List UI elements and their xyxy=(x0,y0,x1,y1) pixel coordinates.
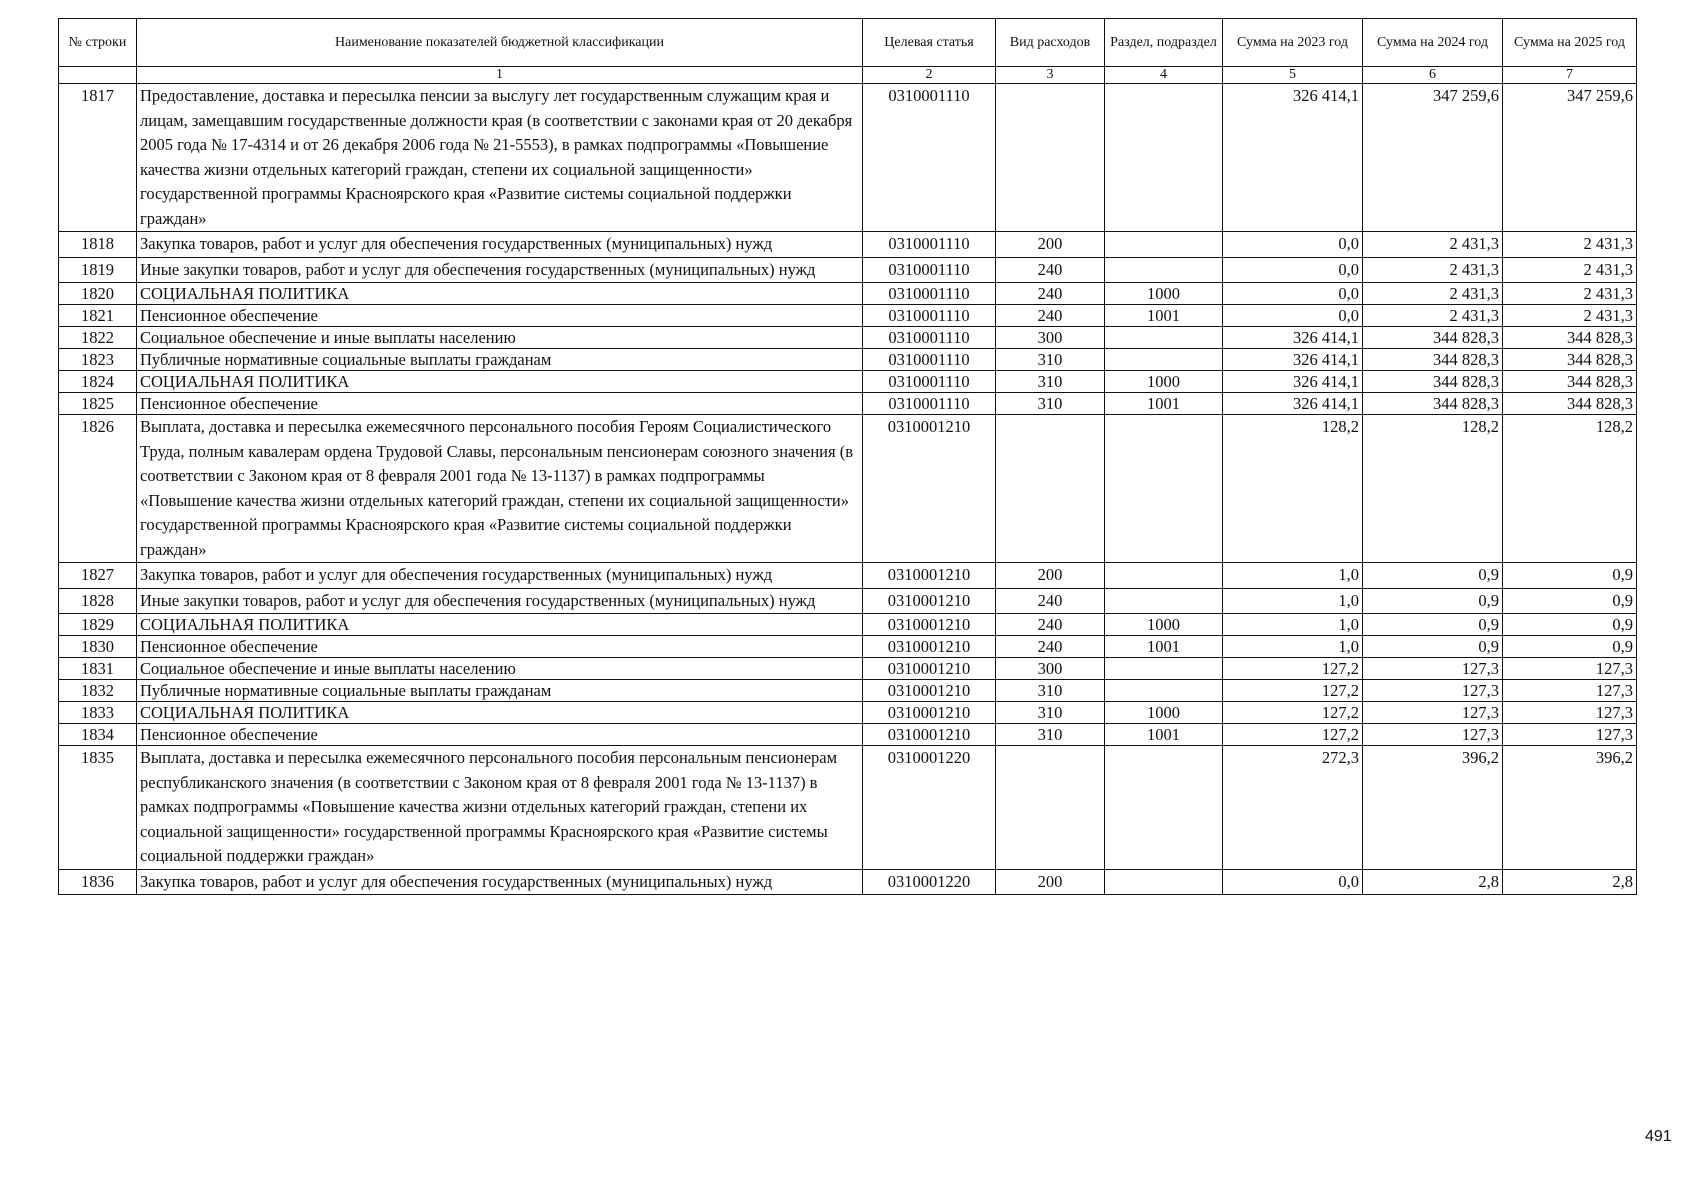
sum-2023-cell: 326 414,1 xyxy=(1223,349,1363,371)
sum-2025-cell: 127,3 xyxy=(1503,658,1637,680)
expense-type-cell: 310 xyxy=(996,702,1105,724)
sum-2024-cell: 127,3 xyxy=(1363,702,1503,724)
row-number-cell: 1827 xyxy=(59,563,137,589)
sum-2025-cell: 396,2 xyxy=(1503,746,1637,870)
sum-2024-cell: 344 828,3 xyxy=(1363,349,1503,371)
table-row xyxy=(59,869,1637,895)
sum-2025-cell: 0,9 xyxy=(1503,588,1637,614)
row-number-cell: 1822 xyxy=(59,327,137,349)
name-cell: Пенсионное обеспечение xyxy=(137,724,863,746)
column-number: 4 xyxy=(1105,67,1223,84)
section-cell xyxy=(1105,588,1223,614)
column-number: 6 xyxy=(1363,67,1503,84)
section-cell xyxy=(1105,869,1223,895)
row-number-cell: 1833 xyxy=(59,702,137,724)
sum-2025-cell: 344 828,3 xyxy=(1503,393,1637,415)
sum-2023-cell: 326 414,1 xyxy=(1223,327,1363,349)
expense-type-cell: 200 xyxy=(996,869,1105,895)
sum-2023-cell: 1,0 xyxy=(1223,563,1363,589)
sum-2023-cell: 326 414,1 xyxy=(1223,393,1363,415)
page-number: 491 xyxy=(1645,1128,1672,1145)
sum-2025-cell: 2 431,3 xyxy=(1503,305,1637,327)
name-cell: Иные закупки товаров, работ и услуг для обеспечения государственных (муниципальных) нужд xyxy=(137,257,863,283)
section-cell xyxy=(1105,563,1223,589)
header-name: Наименование показателей бюджетной классификации xyxy=(137,19,863,67)
target-article-cell: 0310001110 xyxy=(863,371,996,393)
name-cell: Социальное обеспечение и иные выплаты населению xyxy=(137,658,863,680)
table-row xyxy=(59,588,1637,614)
sum-2023-cell: 326 414,1 xyxy=(1223,84,1363,232)
sum-2024-cell: 396,2 xyxy=(1363,746,1503,870)
table-body xyxy=(59,84,1637,895)
name-cell: Социальное обеспечение и иные выплаты населению xyxy=(137,327,863,349)
name-cell: СОЦИАЛЬНАЯ ПОЛИТИКА xyxy=(137,614,863,636)
table-row xyxy=(59,636,1637,658)
expense-type-cell: 300 xyxy=(996,327,1105,349)
expense-type-cell: 240 xyxy=(996,305,1105,327)
sum-2024-cell: 0,9 xyxy=(1363,636,1503,658)
sum-2025-cell: 344 828,3 xyxy=(1503,349,1637,371)
sum-2024-cell: 2 431,3 xyxy=(1363,232,1503,258)
sum-2025-cell: 2 431,3 xyxy=(1503,232,1637,258)
header-sum-2023: Сумма на 2023 год xyxy=(1223,19,1363,67)
column-numbers-row xyxy=(59,67,1637,84)
row-number-cell: 1831 xyxy=(59,658,137,680)
column-number: 2 xyxy=(863,67,996,84)
expense-type-cell: 310 xyxy=(996,393,1105,415)
section-cell xyxy=(1105,415,1223,563)
row-number-cell: 1835 xyxy=(59,746,137,870)
sum-2025-cell: 2,8 xyxy=(1503,869,1637,895)
sum-2023-cell: 127,2 xyxy=(1223,702,1363,724)
target-article-cell: 0310001210 xyxy=(863,636,996,658)
target-article-cell: 0310001220 xyxy=(863,746,996,870)
sum-2024-cell: 0,9 xyxy=(1363,563,1503,589)
row-number-cell: 1832 xyxy=(59,680,137,702)
section-cell xyxy=(1105,232,1223,258)
sum-2024-cell: 127,3 xyxy=(1363,658,1503,680)
section-cell: 1000 xyxy=(1105,614,1223,636)
sum-2023-cell: 326 414,1 xyxy=(1223,371,1363,393)
expense-type-cell xyxy=(996,84,1105,232)
target-article-cell: 0310001210 xyxy=(863,563,996,589)
sum-2025-cell: 347 259,6 xyxy=(1503,84,1637,232)
sum-2023-cell: 0,0 xyxy=(1223,869,1363,895)
sum-2023-cell: 1,0 xyxy=(1223,588,1363,614)
sum-2025-cell: 128,2 xyxy=(1503,415,1637,563)
sum-2025-cell: 0,9 xyxy=(1503,563,1637,589)
name-cell: Публичные нормативные социальные выплаты гражданам xyxy=(137,349,863,371)
expense-type-cell: 240 xyxy=(996,283,1105,305)
table-row xyxy=(59,84,1637,232)
sum-2024-cell: 344 828,3 xyxy=(1363,371,1503,393)
row-number-cell: 1820 xyxy=(59,283,137,305)
sum-2024-cell: 2,8 xyxy=(1363,869,1503,895)
row-number-cell: 1818 xyxy=(59,232,137,258)
sum-2023-cell: 127,2 xyxy=(1223,724,1363,746)
sum-2024-cell: 127,3 xyxy=(1363,724,1503,746)
table-row xyxy=(59,327,1637,349)
name-cell: СОЦИАЛЬНАЯ ПОЛИТИКА xyxy=(137,283,863,305)
sum-2024-cell: 0,9 xyxy=(1363,614,1503,636)
target-article-cell: 0310001110 xyxy=(863,305,996,327)
row-number-cell: 1830 xyxy=(59,636,137,658)
target-article-cell: 0310001220 xyxy=(863,869,996,895)
expense-type-cell: 310 xyxy=(996,349,1105,371)
expense-type-cell: 240 xyxy=(996,257,1105,283)
table-row xyxy=(59,305,1637,327)
table-row xyxy=(59,283,1637,305)
table-row xyxy=(59,393,1637,415)
target-article-cell: 0310001110 xyxy=(863,232,996,258)
section-cell: 1000 xyxy=(1105,371,1223,393)
column-number: 7 xyxy=(1503,67,1637,84)
header-sum-2024: Сумма на 2024 год xyxy=(1363,19,1503,67)
column-number xyxy=(59,67,137,84)
table-row xyxy=(59,257,1637,283)
table-row xyxy=(59,724,1637,746)
name-cell: Выплата, доставка и пересылка ежемесячного персонального пособия персональным пенсионерам республиканского значения (в соответствии с Законом края от 8 февраля 2001 года № 13-1137) в рамках подпрограммы «Повышение качества жизни отдельных категорий граждан, степени их социальной защищенности» государственной программы Красноярского края «Развитие системы социальной поддержки граждан» xyxy=(137,746,863,870)
name-cell: Закупка товаров, работ и услуг для обеспечения государственных (муниципальных) нужд xyxy=(137,869,863,895)
header-expense-type: Вид расходов xyxy=(996,19,1105,67)
expense-type-cell xyxy=(996,415,1105,563)
sum-2025-cell: 344 828,3 xyxy=(1503,327,1637,349)
table-row xyxy=(59,349,1637,371)
expense-type-cell: 200 xyxy=(996,563,1105,589)
name-cell: СОЦИАЛЬНАЯ ПОЛИТИКА xyxy=(137,702,863,724)
sum-2023-cell: 0,0 xyxy=(1223,257,1363,283)
header-target-article: Целевая статья xyxy=(863,19,996,67)
expense-type-cell: 240 xyxy=(996,614,1105,636)
target-article-cell: 0310001110 xyxy=(863,327,996,349)
name-cell: Выплата, доставка и пересылка ежемесячного персонального пособия Героям Социалистического Труда, полным кавалерам ордена Трудовой Славы, персональным пенсионерам союзного значения (в соответствии с Законом края от 8 февраля 2001 года № 13-1137) в рамках подпрограммы «Повышение качества жизни отдельных категорий граждан, степени их социальной защищенности» государственной программы Красноярского края «Развитие системы социальной поддержки граждан» xyxy=(137,415,863,563)
row-number-cell: 1834 xyxy=(59,724,137,746)
sum-2024-cell: 2 431,3 xyxy=(1363,283,1503,305)
table-row xyxy=(59,371,1637,393)
header-row xyxy=(59,19,1637,67)
table-row xyxy=(59,563,1637,589)
sum-2023-cell: 128,2 xyxy=(1223,415,1363,563)
table-row xyxy=(59,658,1637,680)
section-cell xyxy=(1105,680,1223,702)
row-number-cell: 1821 xyxy=(59,305,137,327)
name-cell: Пенсионное обеспечение xyxy=(137,305,863,327)
section-cell: 1001 xyxy=(1105,305,1223,327)
sum-2023-cell: 127,2 xyxy=(1223,680,1363,702)
sum-2025-cell: 2 431,3 xyxy=(1503,283,1637,305)
column-number: 3 xyxy=(996,67,1105,84)
target-article-cell: 0310001110 xyxy=(863,257,996,283)
name-cell: Пенсионное обеспечение xyxy=(137,636,863,658)
name-cell: Закупка товаров, работ и услуг для обеспечения государственных (муниципальных) нужд xyxy=(137,232,863,258)
row-number-cell: 1823 xyxy=(59,349,137,371)
row-number-cell: 1825 xyxy=(59,393,137,415)
sum-2025-cell: 344 828,3 xyxy=(1503,371,1637,393)
row-number-cell: 1836 xyxy=(59,869,137,895)
row-number-cell: 1817 xyxy=(59,84,137,232)
section-cell xyxy=(1105,84,1223,232)
target-article-cell: 0310001210 xyxy=(863,614,996,636)
section-cell: 1001 xyxy=(1105,724,1223,746)
section-cell xyxy=(1105,349,1223,371)
target-article-cell: 0310001110 xyxy=(863,84,996,232)
budget-table xyxy=(58,18,1637,895)
section-cell xyxy=(1105,327,1223,349)
section-cell xyxy=(1105,746,1223,870)
sum-2023-cell: 127,2 xyxy=(1223,658,1363,680)
section-cell xyxy=(1105,658,1223,680)
name-cell: Предоставление, доставка и пересылка пенсии за выслугу лет государственным служащим края и лицам, замещавшим государственные должности края (в соответствии с законами края от 20 декабря 2005 года № 17-4314 и от 26 декабря 2006 года № 21-5553), в рамках подпрограммы «Повышение качества жизни отдельных категорий граждан, степени их социальной защищенности» государственной программы Красноярского края «Развитие системы социальной поддержки граждан» xyxy=(137,84,863,232)
name-cell: Иные закупки товаров, работ и услуг для обеспечения государственных (муниципальных) нужд xyxy=(137,588,863,614)
target-article-cell: 0310001210 xyxy=(863,680,996,702)
expense-type-cell: 240 xyxy=(996,636,1105,658)
sum-2023-cell: 0,0 xyxy=(1223,232,1363,258)
row-number-cell: 1829 xyxy=(59,614,137,636)
sum-2023-cell: 272,3 xyxy=(1223,746,1363,870)
section-cell xyxy=(1105,257,1223,283)
section-cell: 1000 xyxy=(1105,702,1223,724)
target-article-cell: 0310001210 xyxy=(863,415,996,563)
name-cell: Пенсионное обеспечение xyxy=(137,393,863,415)
sum-2023-cell: 0,0 xyxy=(1223,283,1363,305)
sum-2023-cell: 1,0 xyxy=(1223,614,1363,636)
name-cell: Публичные нормативные социальные выплаты гражданам xyxy=(137,680,863,702)
target-article-cell: 0310001110 xyxy=(863,393,996,415)
header-row-number: № строки xyxy=(59,19,137,67)
sum-2024-cell: 2 431,3 xyxy=(1363,305,1503,327)
column-number: 5 xyxy=(1223,67,1363,84)
budget-document xyxy=(58,18,1637,895)
sum-2024-cell: 2 431,3 xyxy=(1363,257,1503,283)
sum-2023-cell: 1,0 xyxy=(1223,636,1363,658)
sum-2024-cell: 344 828,3 xyxy=(1363,393,1503,415)
table-row xyxy=(59,746,1637,870)
expense-type-cell: 240 xyxy=(996,588,1105,614)
sum-2025-cell: 0,9 xyxy=(1503,636,1637,658)
expense-type-cell: 300 xyxy=(996,658,1105,680)
header-section: Раздел, подраздел xyxy=(1105,19,1223,67)
row-number-cell: 1826 xyxy=(59,415,137,563)
expense-type-cell: 310 xyxy=(996,371,1105,393)
sum-2025-cell: 127,3 xyxy=(1503,724,1637,746)
table-row xyxy=(59,415,1637,563)
sum-2024-cell: 347 259,6 xyxy=(1363,84,1503,232)
name-cell: СОЦИАЛЬНАЯ ПОЛИТИКА xyxy=(137,371,863,393)
target-article-cell: 0310001210 xyxy=(863,588,996,614)
sum-2024-cell: 344 828,3 xyxy=(1363,327,1503,349)
target-article-cell: 0310001210 xyxy=(863,658,996,680)
expense-type-cell xyxy=(996,746,1105,870)
table-row xyxy=(59,680,1637,702)
expense-type-cell: 200 xyxy=(996,232,1105,258)
target-article-cell: 0310001210 xyxy=(863,724,996,746)
row-number-cell: 1819 xyxy=(59,257,137,283)
section-cell: 1000 xyxy=(1105,283,1223,305)
section-cell: 1001 xyxy=(1105,393,1223,415)
table-row xyxy=(59,232,1637,258)
expense-type-cell: 310 xyxy=(996,680,1105,702)
target-article-cell: 0310001110 xyxy=(863,349,996,371)
column-number: 1 xyxy=(137,67,863,84)
sum-2025-cell: 127,3 xyxy=(1503,680,1637,702)
row-number-cell: 1824 xyxy=(59,371,137,393)
header-sum-2025: Сумма на 2025 год xyxy=(1503,19,1637,67)
expense-type-cell: 310 xyxy=(996,724,1105,746)
sum-2025-cell: 127,3 xyxy=(1503,702,1637,724)
sum-2023-cell: 0,0 xyxy=(1223,305,1363,327)
table-row xyxy=(59,614,1637,636)
sum-2024-cell: 128,2 xyxy=(1363,415,1503,563)
sum-2024-cell: 127,3 xyxy=(1363,680,1503,702)
section-cell: 1001 xyxy=(1105,636,1223,658)
sum-2025-cell: 0,9 xyxy=(1503,614,1637,636)
row-number-cell: 1828 xyxy=(59,588,137,614)
sum-2025-cell: 2 431,3 xyxy=(1503,257,1637,283)
name-cell: Закупка товаров, работ и услуг для обеспечения государственных (муниципальных) нужд xyxy=(137,563,863,589)
target-article-cell: 0310001210 xyxy=(863,702,996,724)
table-row xyxy=(59,702,1637,724)
sum-2024-cell: 0,9 xyxy=(1363,588,1503,614)
target-article-cell: 0310001110 xyxy=(863,283,996,305)
